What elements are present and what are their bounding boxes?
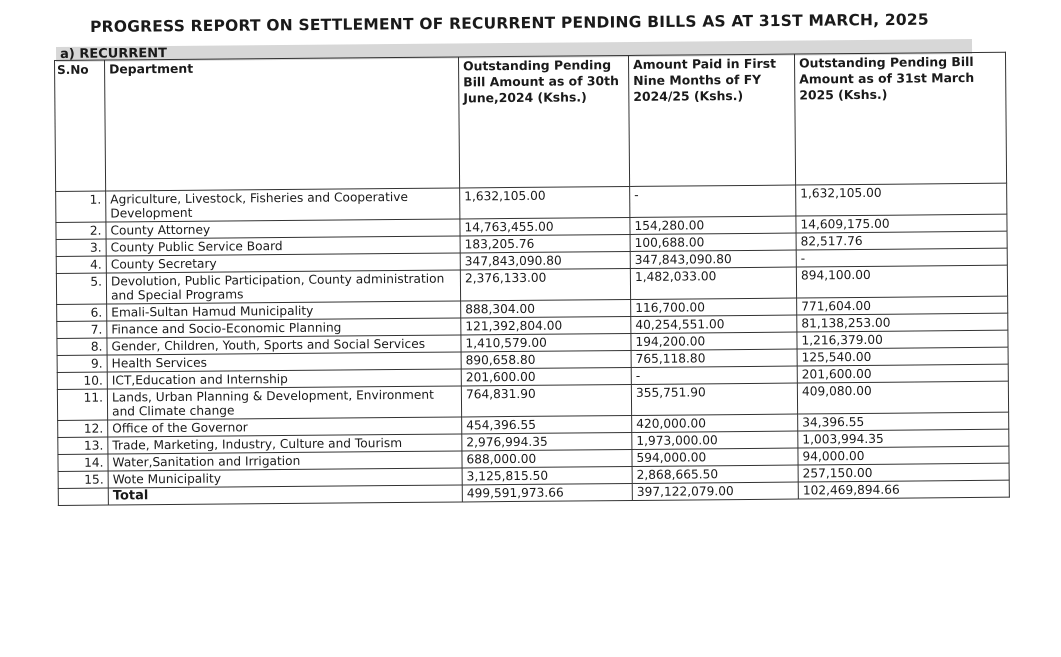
row-pending-jun: 3,125,815.50 bbox=[462, 466, 632, 484]
row-sno: 14. bbox=[58, 454, 108, 471]
row-sno: 1. bbox=[56, 191, 106, 222]
row-department: Emali-Sultan Hamud Municipality bbox=[107, 301, 461, 321]
row-department: Gender, Children, Youth, Sports and Social Services bbox=[107, 335, 461, 355]
row-sno: 15. bbox=[58, 471, 108, 488]
row-department: County Public Service Board bbox=[106, 236, 460, 256]
row-paid: 1,482,033.00 bbox=[630, 267, 796, 299]
total-pending-mar: 102,469,894.66 bbox=[798, 480, 1009, 499]
row-paid: - bbox=[631, 366, 797, 384]
row-paid: 355,751.90 bbox=[631, 383, 797, 415]
row-pending-jun: 347,843,090.80 bbox=[460, 251, 630, 269]
row-paid: 420,000.00 bbox=[632, 414, 798, 432]
total-pending-jun: 499,591,973.66 bbox=[462, 483, 632, 501]
row-sno: 13. bbox=[58, 437, 108, 454]
row-paid: 594,000.00 bbox=[632, 448, 798, 466]
row-pending-mar: 94,000.00 bbox=[798, 446, 1009, 465]
row-sno: 10. bbox=[57, 372, 107, 389]
row-paid: 2,868,665.50 bbox=[632, 465, 798, 483]
row-sno: 8. bbox=[57, 338, 107, 355]
row-pending-mar: - bbox=[796, 248, 1007, 267]
row-pending-mar: 257,150.00 bbox=[798, 463, 1009, 482]
row-pending-mar: 771,604.00 bbox=[797, 296, 1008, 315]
row-pending-mar: 1,003,994.35 bbox=[798, 429, 1009, 448]
header-sno: S.No bbox=[55, 60, 106, 191]
row-sno: 9. bbox=[57, 355, 107, 372]
row-paid: 116,700.00 bbox=[631, 298, 797, 316]
row-pending-jun: 14,763,455.00 bbox=[460, 217, 630, 235]
row-pending-jun: 890,658.80 bbox=[461, 350, 631, 368]
row-department: Finance and Socio-Economic Planning bbox=[107, 318, 461, 338]
row-department: Health Services bbox=[107, 352, 461, 372]
row-pending-mar: 894,100.00 bbox=[796, 265, 1007, 298]
row-pending-jun: 888,304.00 bbox=[461, 299, 631, 317]
row-sno: 6. bbox=[57, 304, 107, 321]
row-sno: 2. bbox=[56, 222, 106, 239]
row-pending-jun: 2,976,994.35 bbox=[462, 432, 632, 450]
row-sno: 12. bbox=[58, 420, 108, 437]
row-paid: 100,688.00 bbox=[630, 233, 796, 251]
row-pending-jun: 688,000.00 bbox=[462, 449, 632, 467]
row-pending-mar: 201,600.00 bbox=[797, 364, 1008, 383]
row-pending-mar: 125,540.00 bbox=[797, 347, 1008, 366]
table-body bbox=[56, 183, 1010, 488]
row-pending-jun: 183,205.76 bbox=[460, 234, 630, 252]
pending-bills-table bbox=[54, 52, 1010, 506]
total-paid: 397,122,079.00 bbox=[632, 482, 798, 500]
row-pending-mar: 82,517.76 bbox=[796, 231, 1007, 250]
row-department: County Attorney bbox=[106, 219, 460, 239]
row-pending-jun: 764,831.90 bbox=[461, 384, 631, 416]
row-department: Wote Municipality bbox=[108, 468, 462, 488]
total-label: Total bbox=[108, 485, 462, 505]
row-department: Trade, Marketing, Industry, Culture and Tourism bbox=[108, 434, 462, 454]
row-department: Office of the Governor bbox=[108, 417, 462, 437]
report-title: PROGRESS REPORT ON SETTLEMENT OF RECURRENT PENDING BILLS AS AT 31ST MARCH, 2025 bbox=[90, 10, 929, 36]
row-sno: 3. bbox=[56, 239, 106, 256]
row-paid: 154,280.00 bbox=[630, 216, 796, 234]
row-paid: 347,843,090.80 bbox=[630, 250, 796, 268]
row-department: County Secretary bbox=[106, 253, 460, 273]
row-department: Agriculture, Livestock, Fisheries and Cooperative Development bbox=[106, 188, 460, 222]
total-sno-cell bbox=[58, 488, 108, 505]
row-sno: 11. bbox=[57, 389, 107, 420]
row-pending-jun: 1,410,579.00 bbox=[461, 333, 631, 351]
header-pending-mar: Outstanding Pending Bill Amount as of 31st March 2025 (Kshs.) bbox=[794, 52, 1006, 185]
row-pending-jun: 454,396.55 bbox=[462, 415, 632, 433]
row-pending-mar: 14,609,175.00 bbox=[796, 214, 1007, 233]
section-label: RECURRENT bbox=[79, 46, 168, 62]
row-paid: 765,118.80 bbox=[631, 349, 797, 367]
row-department: Devolution, Public Participation, County administration and Special Programs bbox=[106, 270, 460, 304]
table-header-row bbox=[55, 52, 1007, 191]
section-marker: a) bbox=[59, 46, 75, 62]
row-pending-jun: 2,376,133.00 bbox=[460, 268, 630, 300]
row-sno: 5. bbox=[56, 273, 106, 304]
row-department: Water,Sanitation and Irrigation bbox=[108, 451, 462, 471]
row-pending-jun: 121,392,804.00 bbox=[461, 316, 631, 334]
row-pending-mar: 81,138,253.00 bbox=[797, 313, 1008, 332]
row-pending-mar: 409,080.00 bbox=[797, 381, 1008, 414]
row-sno: 7. bbox=[57, 321, 107, 338]
row-paid: 1,973,000.00 bbox=[632, 431, 798, 449]
row-sno: 4. bbox=[56, 256, 106, 273]
row-department: Lands, Urban Planning & Development, Environment and Climate change bbox=[107, 386, 461, 420]
row-paid: - bbox=[630, 185, 796, 217]
row-pending-mar: 1,216,379.00 bbox=[797, 330, 1008, 349]
row-department: ICT,Education and Internship bbox=[107, 369, 461, 389]
row-pending-mar: 1,632,105.00 bbox=[796, 183, 1007, 216]
row-paid: 40,254,551.00 bbox=[631, 315, 797, 333]
row-pending-jun: 1,632,105.00 bbox=[460, 186, 630, 218]
row-pending-mar: 34,396.55 bbox=[798, 412, 1009, 431]
row-paid: 194,200.00 bbox=[631, 332, 797, 350]
header-paid: Amount Paid in First Nine Months of FY 2024/25 (Kshs.) bbox=[628, 54, 795, 186]
header-pending-jun: Outstanding Pending Bill Amount as of 30th June,2024 (Kshs.) bbox=[458, 55, 629, 187]
header-department: Department bbox=[105, 57, 460, 191]
row-pending-jun: 201,600.00 bbox=[461, 367, 631, 385]
